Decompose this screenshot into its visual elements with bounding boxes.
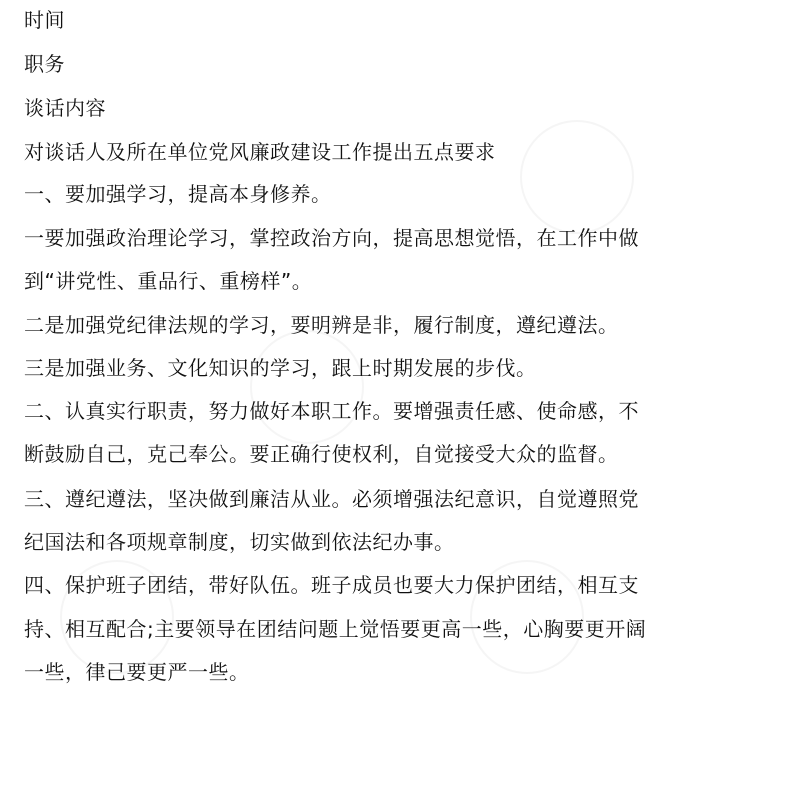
body-line: 三、遵纪遵法，坚决做到廉洁从业。必须增强法纪意识，自觉遵照党 — [24, 487, 639, 511]
watermark-ring — [520, 120, 634, 234]
body-line: 一要加强政治理论学习，掌控政治方向，提高思想觉悟，在工作中做 — [24, 226, 639, 250]
body-line: 二、认真实行职责，努力做好本职工作。要增强责任感、使命感，不 — [24, 399, 639, 423]
watermark-ring — [250, 330, 364, 444]
body-line: 持、相互配合;主要领导在团结问题上觉悟要更高一些，心胸要更开阔 — [24, 617, 647, 641]
body-line: 三是加强业务、文化知识的学习，跟上时期发展的步伐。 — [24, 356, 537, 380]
time-label: 时间 — [24, 8, 65, 32]
body-line: 四、保护班子团结，带好队伍。班子成员也要大力保护团结，相互支 — [24, 573, 639, 597]
position-label: 职务 — [24, 52, 65, 76]
body-line: 到“讲党性、重品行、重榜样”。 — [24, 269, 313, 293]
body-line: 断鼓励自己，克己奉公。要正确行使权利，自觉接受大众的监督。 — [24, 442, 619, 466]
body-line: 一、要加强学习，提高本身修养。 — [24, 182, 332, 206]
body-line: 纪国法和各项规章制度，切实做到依法纪办事。 — [24, 530, 455, 554]
body-line: 二是加强党纪律法规的学习，要明辨是非，履行制度，遵纪遵法。 — [24, 313, 619, 337]
content-label: 谈话内容 — [24, 96, 106, 120]
body-line: 对谈话人及所在单位党风廉政建设工作提出五点要求 — [24, 140, 496, 164]
body-line: 一些，律己要更严一些。 — [24, 660, 250, 684]
